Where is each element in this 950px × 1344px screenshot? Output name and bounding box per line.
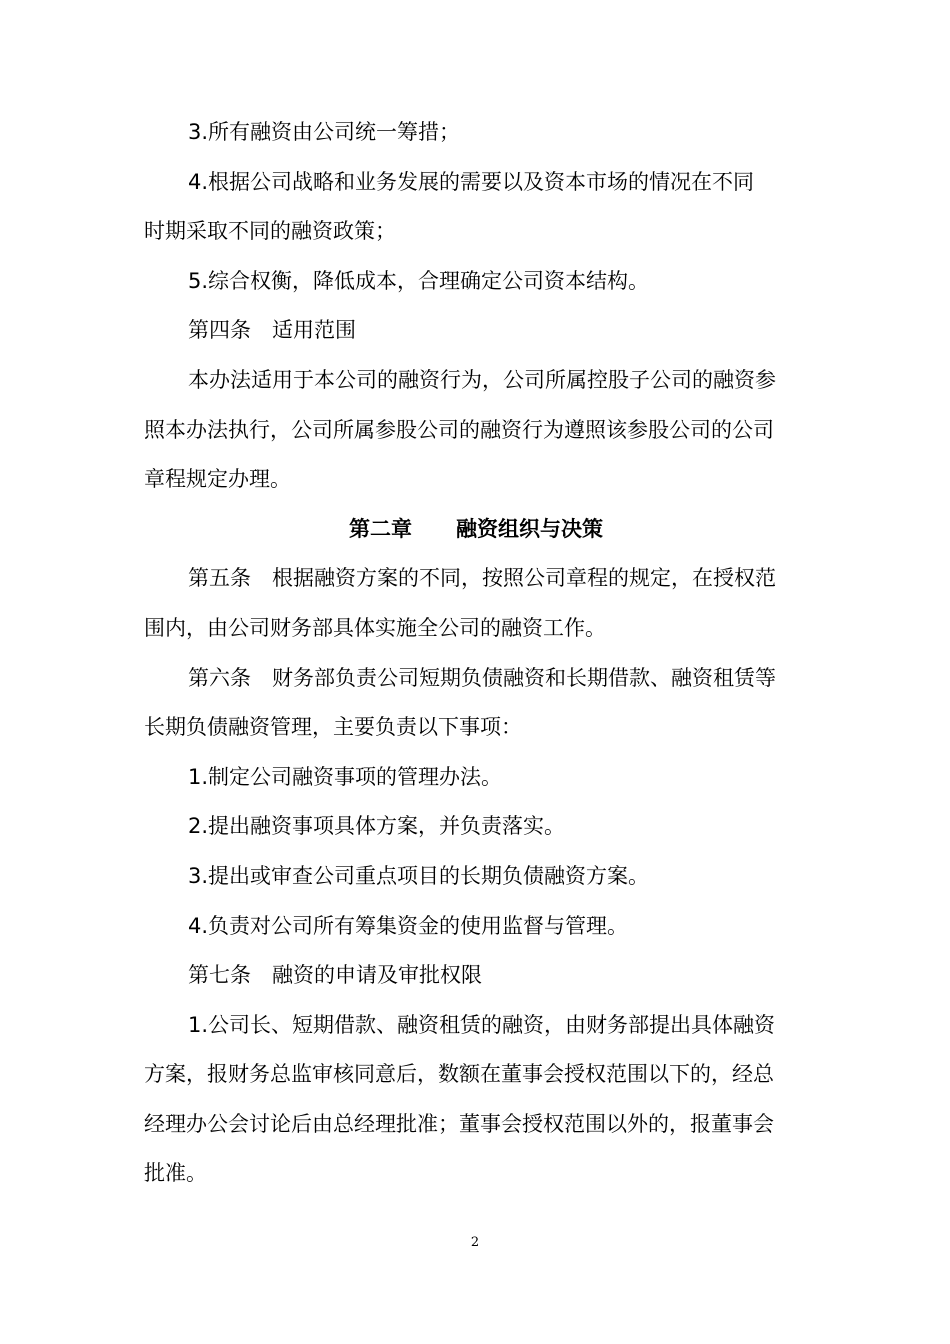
article-6-item-2: 2.提出融资事项具体方案，并负责落实。 <box>188 814 566 839</box>
article-7-item-1: 1.公司长、短期借款、融资租赁的融资，由财务部提出具体融资 <box>188 1012 776 1037</box>
list-item-3: 3.所有融资由公司统一筹措； <box>188 120 461 144</box>
article-5-paragraph: 第五条 根据融资方案的不同，按照公司章程的规定，在授权范 <box>188 566 776 591</box>
article-6-item-3: 3.提出或审查公司重点项目的长期负债融资方案。 <box>188 863 650 888</box>
article-6-item-1: 1.制定公司融资事项的管理办法。 <box>188 764 503 789</box>
article-7-item-1-line-2: 方案，报财务总监审核同意后，数额在董事会授权范围以下的，经总 <box>144 1062 774 1087</box>
article-6-item-4: 4.负责对公司所有筹集资金的使用监督与管理。 <box>188 913 629 938</box>
list-item-4: 4.根据公司战略和业务发展的需要以及资本市场的情况在不同 <box>188 169 755 194</box>
document-body <box>144 108 808 1199</box>
article-6-paragraph-line-2: 长期负债融资管理，主要负责以下事项： <box>144 715 522 740</box>
article-7-item-1-line-3: 经理办公会讨论后由总经理批准；董事会授权范围以外的，报董事会 <box>144 1111 774 1136</box>
chapter-number: 第二章 <box>349 516 412 541</box>
article-5-paragraph-line-2: 围内，由公司财务部具体实施全公司的融资工作。 <box>144 615 606 640</box>
article-4-paragraph-line-3: 章程规定办理。 <box>144 467 291 492</box>
list-item-5: 5.综合权衡，降低成本，合理确定公司资本结构。 <box>188 268 650 293</box>
article-6-paragraph: 第六条 财务部负责公司短期负债融资和长期借款、融资租赁等 <box>188 665 776 690</box>
chapter-heading <box>144 505 808 555</box>
article-7-item-1-line-4: 批准。 <box>144 1161 207 1186</box>
page-number: 2 <box>470 1235 480 1250</box>
list-item-4-continued: 时期采取不同的融资政策； <box>144 219 396 244</box>
article-7-heading: 第七条 融资的申请及审批权限 <box>188 963 482 988</box>
article-4-paragraph: 本办法适用于本公司的融资行为，公司所属控股子公司的融资参 <box>188 367 776 392</box>
chapter-title: 融资组织与决策 <box>456 516 603 541</box>
article-4-heading: 第四条 适用范围 <box>188 318 356 343</box>
article-4-paragraph-line-2: 照本办法执行，公司所属参股公司的融资行为遵照该参股公司的公司 <box>144 417 774 442</box>
